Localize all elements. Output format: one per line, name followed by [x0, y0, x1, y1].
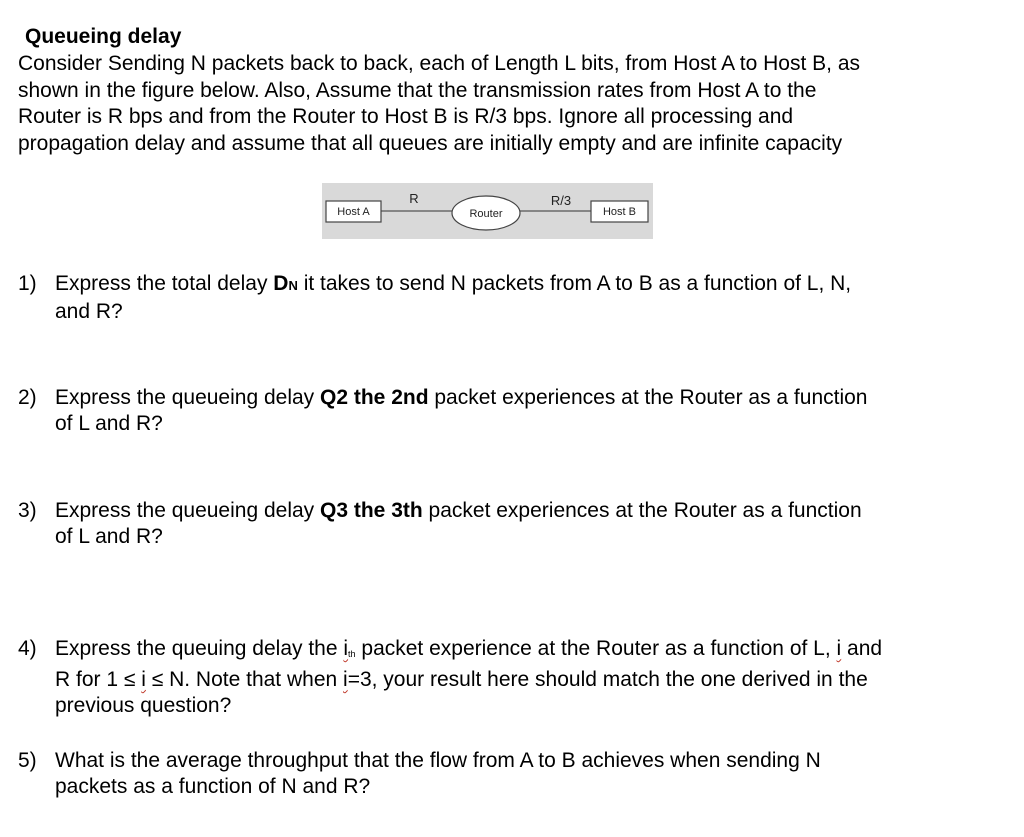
question-number: 4) — [18, 637, 37, 660]
question-line: packets as a function of N and R? — [55, 775, 371, 798]
host-b-label: Host B — [602, 206, 637, 218]
question-text — [55, 498, 1005, 550]
subscript: N — [288, 278, 298, 293]
bold-text: Q3 the 3th — [320, 499, 423, 522]
variable-i: i — [141, 668, 146, 691]
text-run: =3, your result here should match the one derived in the — [347, 668, 868, 691]
text-run: packet experiences at the Router as a function — [422, 499, 862, 522]
question-number: 3) — [18, 499, 37, 522]
page-title: Queueing delay — [25, 25, 182, 48]
text-run: Express the queueing delay — [55, 499, 321, 522]
intro-line: propagation delay and assume that all queues are initially empty and are infinite capacity — [18, 131, 843, 155]
host-a-label: Host A — [337, 206, 370, 218]
question-line: and R? — [55, 300, 123, 323]
question-number: 2) — [18, 386, 37, 409]
question-line: previous question? — [55, 694, 232, 717]
router-label: Router — [469, 208, 503, 220]
question-line — [55, 636, 1005, 667]
question-text — [55, 748, 1005, 800]
question-line — [55, 271, 1005, 299]
question-line — [55, 498, 1005, 524]
question-number: 1) — [18, 272, 37, 295]
text-run: packet experiences at the Router as a function — [428, 386, 868, 409]
intro-line: Router is R bps and from the Router to Host B is R/3 bps. Ignore all processing and — [18, 105, 794, 128]
text-run: and — [841, 637, 883, 660]
variable-i: i — [343, 668, 348, 691]
question-text — [55, 636, 1005, 719]
question-line — [55, 385, 1005, 411]
text-run: Express the queueing delay — [55, 386, 321, 409]
network-diagram-svg — [322, 183, 653, 239]
intro-line: shown in the figure below. Also, Assume that the transmission rates from Host A to the — [18, 78, 817, 102]
bold-symbol: D — [273, 272, 289, 295]
intro-line: Consider Sending N packets back to back, each of Length L bits, from Host A to Host B, as — [18, 52, 861, 75]
text-run: Express the total delay — [55, 272, 274, 295]
text-run: Express the queuing delay the — [55, 637, 344, 660]
problem-statement — [18, 51, 1008, 157]
variable-i: i — [343, 637, 349, 660]
ordinal-suffix: th — [348, 649, 356, 659]
network-diagram — [322, 183, 653, 239]
question-line — [55, 667, 1005, 693]
question-number: 5) — [18, 749, 37, 772]
text-run: packet experience at the Router as a function of L, — [355, 637, 837, 660]
bold-text: Q2 the 2nd — [320, 386, 429, 409]
text-run: it takes to send N packets from A to B as a function of L, N, — [297, 272, 852, 295]
question-line: of L and R? — [55, 412, 163, 435]
question-line: of L and R? — [55, 525, 163, 548]
link-router-b-rate: R/3 — [550, 193, 572, 208]
text-run: ≤ N. Note that when — [145, 668, 344, 691]
variable-i: i — [836, 637, 842, 660]
link-a-router-rate: R — [409, 191, 419, 206]
text-run: R for 1 ≤ — [55, 668, 142, 691]
question-line: What is the average throughput that the flow from A to B achieves when sending N — [55, 749, 821, 772]
question-text — [55, 385, 1005, 437]
question-text — [55, 271, 1005, 325]
